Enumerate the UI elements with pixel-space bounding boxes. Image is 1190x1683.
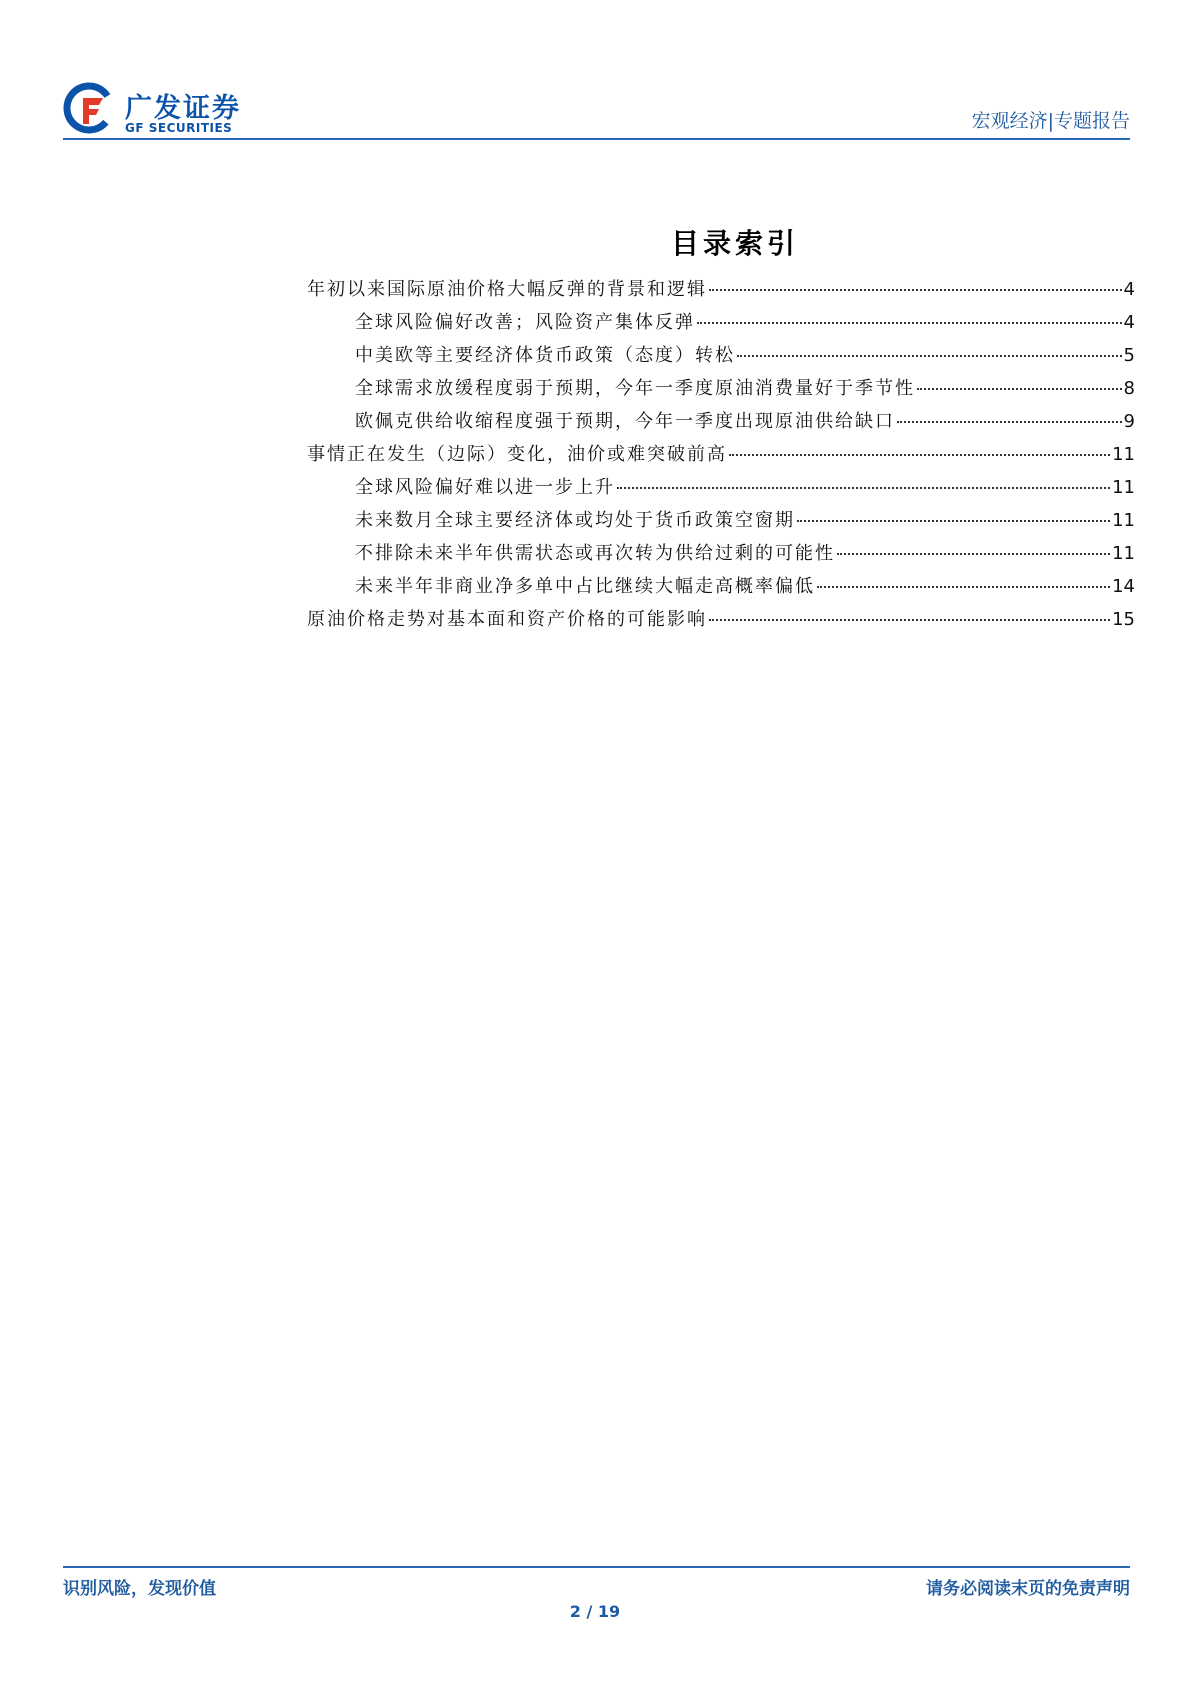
toc-dot-leader <box>709 619 1110 621</box>
toc-dot-leader <box>817 586 1110 588</box>
header-divider <box>63 138 1130 140</box>
report-type-label: 宏观经济|专题报告 <box>971 110 1130 132</box>
toc-entry-page: 4 <box>1123 279 1135 300</box>
toc-entry[interactable] <box>307 306 1135 339</box>
page-number: 2 / 19 <box>569 1602 621 1621</box>
toc-entry-page: 14 <box>1112 576 1135 597</box>
toc-entry-text: 年初以来国际原油价格大幅反弹的背景和逻辑 <box>307 279 707 300</box>
logo-english-name: GF SECURITIES <box>125 121 233 135</box>
toc-entry-text: 原油价格走势对基本面和资产价格的可能影响 <box>307 609 707 630</box>
toc-entry-text: 未来半年非商业净多单中占比继续大幅走高概率偏低 <box>355 576 815 597</box>
footer-disclaimer-note: 请务必阅读末页的免责声明 <box>926 1579 1130 1599</box>
toc-entry-text: 不排除未来半年供需状态或再次转为供给过剩的可能性 <box>355 543 835 564</box>
toc-dot-leader <box>617 487 1110 489</box>
toc-dot-leader <box>709 289 1122 291</box>
toc-entry-text: 未来数月全球主要经济体或均处于货币政策空窗期 <box>355 510 795 531</box>
toc-dot-leader <box>797 520 1110 522</box>
table-of-contents <box>307 273 1135 636</box>
toc-entry-page: 5 <box>1123 345 1135 366</box>
toc-dot-leader <box>737 355 1122 357</box>
toc-dot-leader <box>697 322 1122 324</box>
footer-divider <box>63 1566 1130 1568</box>
toc-entry-text: 全球需求放缓程度弱于预期，今年一季度原油消费量好于季节性 <box>355 378 915 399</box>
toc-entry-page: 15 <box>1112 609 1135 630</box>
toc-dot-leader <box>729 454 1110 456</box>
toc-entry[interactable] <box>307 372 1135 405</box>
toc-entry[interactable] <box>307 504 1135 537</box>
toc-entry[interactable] <box>307 603 1135 636</box>
gf-logo-icon <box>63 82 115 134</box>
toc-entry-text: 事情正在发生（边际）变化，油价或难突破前高 <box>307 444 727 465</box>
toc-entry-text: 中美欧等主要经济体货币政策（态度）转松 <box>355 345 735 366</box>
toc-entry[interactable] <box>307 273 1135 306</box>
toc-entry[interactable] <box>307 570 1135 603</box>
toc-title: 目录索引 <box>670 227 799 260</box>
toc-entry-page: 11 <box>1112 477 1135 498</box>
toc-entry-page: 11 <box>1112 444 1135 465</box>
toc-entry[interactable] <box>307 438 1135 471</box>
toc-dot-leader <box>917 388 1122 390</box>
gf-securities-logo <box>63 78 263 136</box>
toc-entry[interactable] <box>307 471 1135 504</box>
toc-entry-page: 8 <box>1123 378 1135 399</box>
toc-entry-page: 11 <box>1112 543 1135 564</box>
toc-entry-page: 9 <box>1123 411 1135 432</box>
toc-entry-text: 欧佩克供给收缩程度强于预期，今年一季度出现原油供给缺口 <box>355 411 895 432</box>
toc-entry-text: 全球风险偏好改善；风险资产集体反弹 <box>355 312 695 333</box>
toc-entry-page: 11 <box>1112 510 1135 531</box>
footer-slogan: 识别风险，发现价值 <box>63 1579 216 1599</box>
toc-entry-text: 全球风险偏好难以进一步上升 <box>355 477 615 498</box>
logo-chinese-name: 广发证券 <box>125 93 241 124</box>
toc-entry-page: 4 <box>1123 312 1135 333</box>
toc-entry[interactable] <box>307 405 1135 438</box>
toc-dot-leader <box>897 421 1122 423</box>
toc-entry[interactable] <box>307 339 1135 372</box>
page-header <box>63 78 1130 140</box>
toc-entry[interactable] <box>307 537 1135 570</box>
toc-dot-leader <box>837 553 1110 555</box>
